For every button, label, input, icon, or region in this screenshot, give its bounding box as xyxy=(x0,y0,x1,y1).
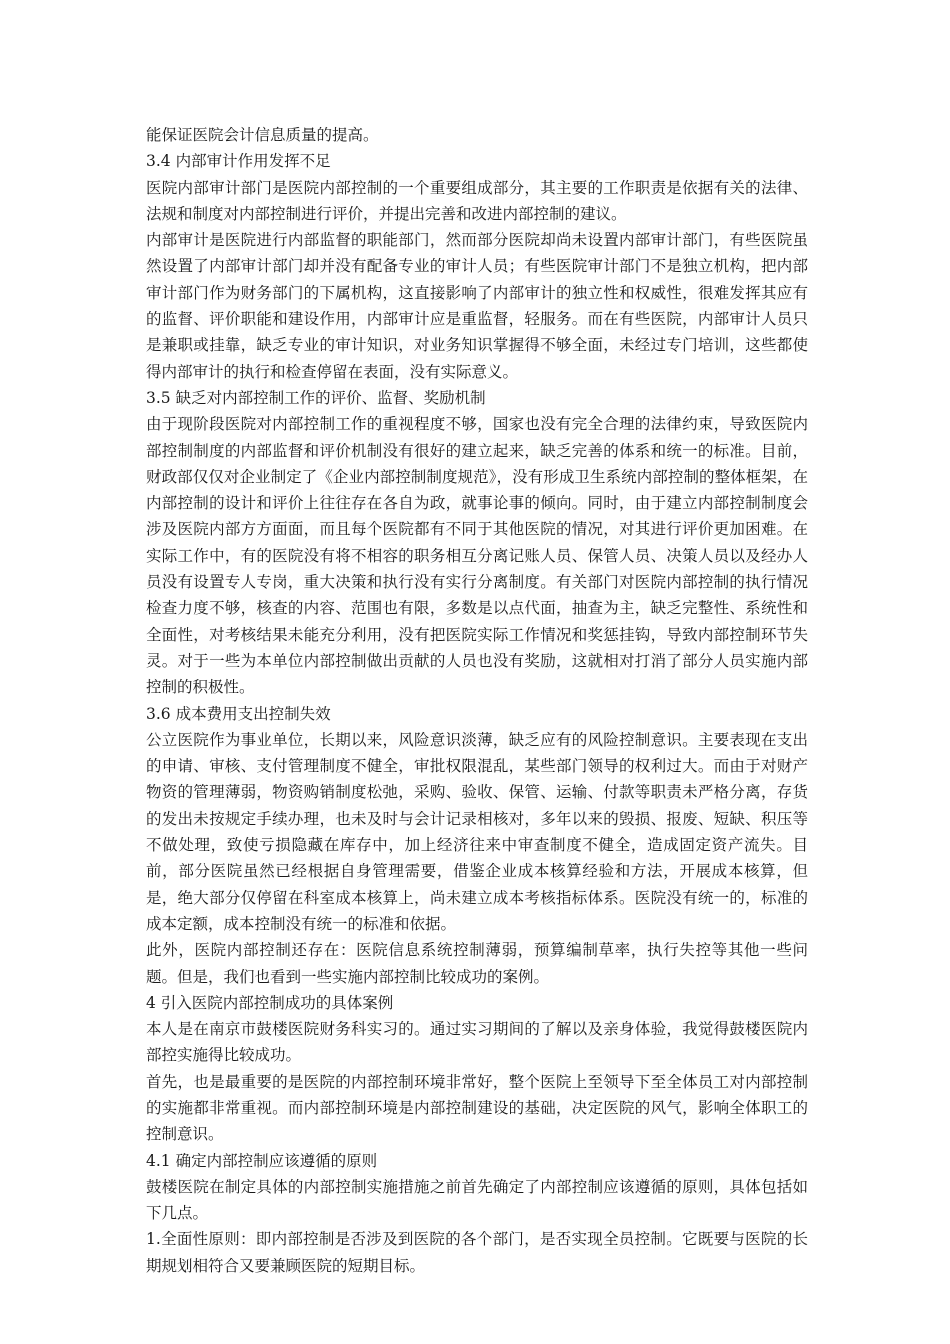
paragraph: 1.全面性原则：即内部控制是否涉及到医院的各个部门，是否实现全员控制。它既要与医院的长期规划相符合又要兼顾医院的短期目标。 xyxy=(146,1230,808,1275)
paragraph: 此外，医院内部控制还存在：医院信息系统控制薄弱，预算编制草率，执行失控等其他一些问题。但是，我们也看到一些实施内部控制比较成功的案例。 xyxy=(146,941,808,986)
section-heading: 4.1 确定内部控制应该遵循的原则 xyxy=(146,1151,378,1170)
section-heading: 3.5 缺乏对内部控制工作的评价、监督、奖励机制 xyxy=(146,388,486,407)
paragraph: 鼓楼医院在制定具体的内部控制实施措施之前首先确定了内部控制应该遵循的原则，具体包括如下几点。 xyxy=(146,1177,808,1223)
paragraph: 公立医院作为事业单位，长期以来，风险意识淡薄，缺乏应有的风险控制意识。主要表现在支出的申请、审核、支付管理制度不健全，审批权限混乱，某些部门领导的权利过大。而由于对财产物资的管理薄弱，物资购销制度松弛，采购、验收、保管、运输、付款等职责未严格分离，存货的发出未按规定手续办理，也未及时与会计记录相核对，多年以来的毁损、报废、短缺、积压等不做处理，致使亏损隐藏在库存中，加上经济往来中审查制度不健全，造成固定资产流失。目前，部分医院虽然已经根据自身管理需要，借鉴企业成本核算经验和方法，开展成本核算，但是，绝大部分仅停留在科室成本核算上，尚未建立成本考核指标体系。医院没有统一的，标准的成本定额，成本控制没有统一的标准和依据。 xyxy=(146,730,808,933)
paragraph: 本人是在南京市鼓楼医院财务科实习的。通过实习期间的了解以及亲身体验，我觉得鼓楼医院内部控实施得比较成功。 xyxy=(146,1020,808,1065)
paragraph: 医院内部审计部门是医院内部控制的一个重要组成部分，其主要的工作职责是依据有关的法律、法规和制度对内部控制进行评价，并提出完善和改进内部控制的建议。 xyxy=(146,178,808,223)
section-heading: 4 引入医院内部控制成功的具体案例 xyxy=(146,993,394,1012)
document-page xyxy=(146,122,808,1279)
paragraph: 首先，也是最重要的是医院的内部控制环境非常好，整个医院上至领导下至全体员工对内部控制的实施都非常重视。而内部控制环境是内部控制建设的基础，决定医院的风气，影响全体职工的控制意识。 xyxy=(146,1072,808,1144)
paragraph: 内部审计是医院进行内部监督的职能部门，然而部分医院却尚未设置内部审计部门，有些医院虽然设置了内部审计部门却并没有配备专业的审计人员；有些医院审计部门不是独立机构，把内部审计部门作为财务部门的下属机构，这直接影响了内部审计的独立性和权威性，很难发挥其应有的监督、评价职能和建设作用，内部审计应是重监督，轻服务。而在有些医院，内部审计人员只是兼职或挂靠，缺乏专业的审计知识，对业务知识掌握得不够全面，未经过专门培训，这些都使得内部审计的执行和检查停留在表面，没有实际意义。 xyxy=(146,231,808,381)
paragraph: 能保证医院会计信息质量的提高。 xyxy=(146,126,379,144)
section-heading: 3.6 成本费用支出控制失效 xyxy=(146,704,331,723)
section-heading: 3.4 内部审计作用发挥不足 xyxy=(146,152,331,171)
paragraph: 由于现阶段医院对内部控制工作的重视程度不够，国家也没有完全合理的法律约束，导致医院内部控制制度的内部监督和评价机制没有很好的建立起来，缺乏完善的体系和统一的标准。目前，财政部仅仅对企业制定了《企业内部控制制度规范》，没有形成卫生系统内部控制的整体框架，在内部控制的设计和评价上往往存在各自为政，就事论事的倾向。同时，由于建立内部控制制度会涉及医院内部方方面面，而且每个医院都有不同于其他医院的情况，对其进行评价更加困难。在实际工作中，有的医院没有将不相容的职务相互分离记账人员、保管人员、决策人员以及经办人员没有设置专人专岗，重大决策和执行没有实行分离制度。有关部门对医院内部控制的执行情况检查力度不够，核查的内容、范围也有限，多数是以点代面，抽查为主，缺乏完整性、系统性和全面性，对考核结果未能充分利用，没有把医院实际工作情况和奖惩挂钩，导致内部控制环节失灵。对于一些为本单位内部控制做出贡献的人员也没有奖励，这就相对打消了部分人员实施内部控制的积极性。 xyxy=(146,415,808,697)
